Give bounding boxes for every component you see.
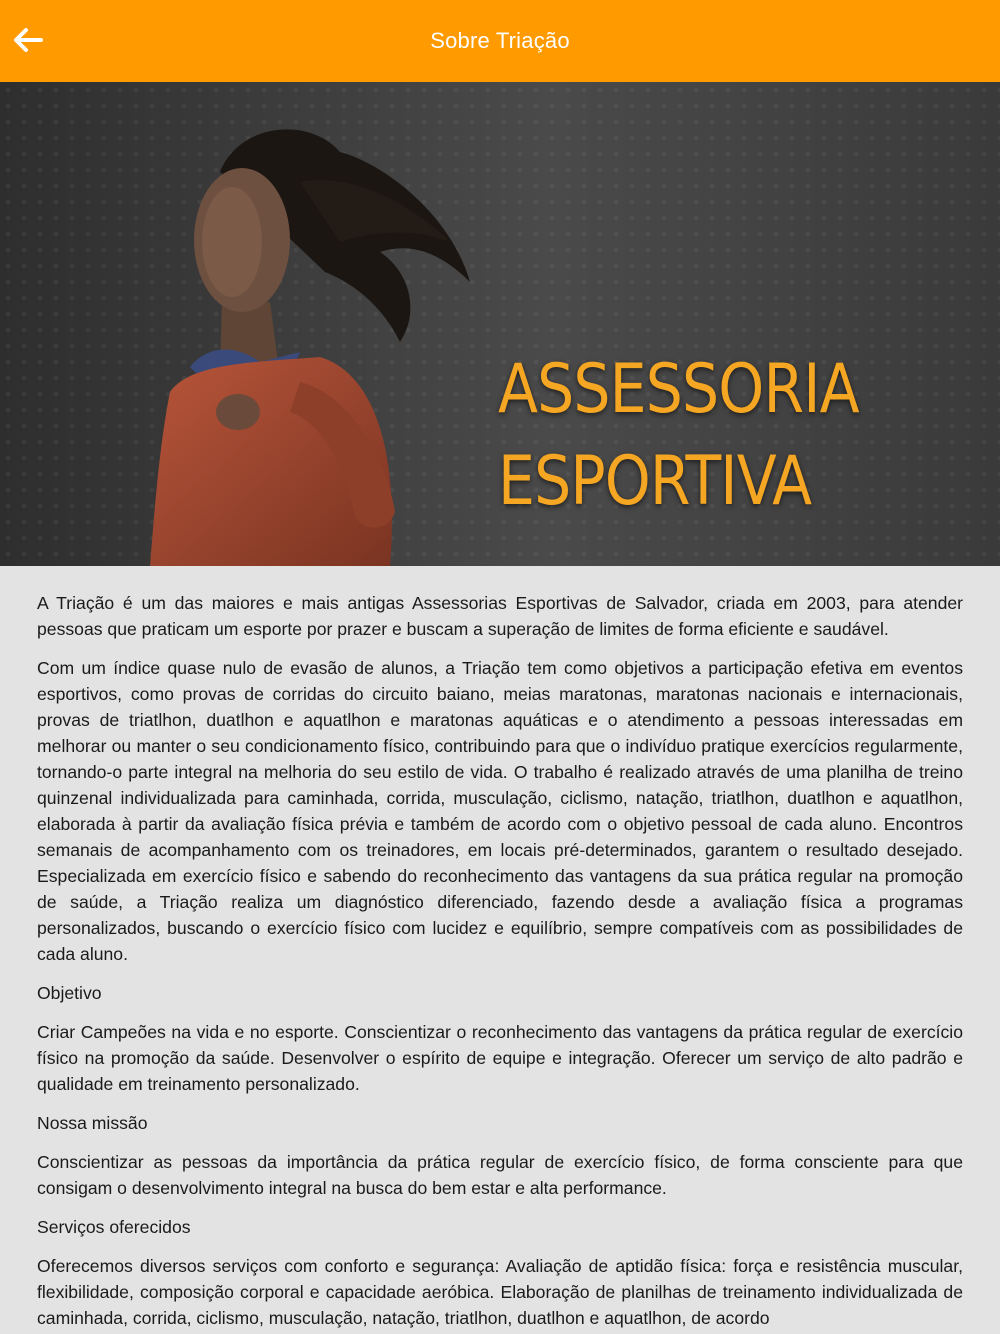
hero-line-1: ASSESSORIA (498, 350, 859, 429)
intro-paragraph: A Triação é um das maiores e mais antigas Assessorias Esportivas de Salvador, criada em 2003, para atender pessoas que praticam um esporte por prazer e buscam a superação de limites de forma eficiente e saudável. (37, 593, 963, 639)
mission-heading: Nossa missão (37, 1113, 148, 1133)
runner-image (150, 122, 490, 566)
about-paragraph: Com um índice quase nulo de evasão de alunos, a Triação tem como objetivos a participação efetiva em eventos esportivos, como provas de corridas do circuito baiano, meias maratonas, maratonas nacionais e internacionais, provas de triatlhon, duatlhon e aquatlhon e maratonas aquáticas e o atendimento a pessoas interessadas em melhorar ou manter o seu condicionamento físico, contribuindo para que o indivíduo pratique exercícios regularmente, tornando-o parte integral na melhoria do seu estilo de vida. O trabalho é realizado através de uma planilha de treino quinzenal individualizada para caminhada, corrida, musculação, ciclismo, natação, triatlhon, duatlhon e aquatlhon, elaborada à partir da avaliação física prévia e também de acordo com o objetivo pessoal de cada aluno. Encontros semanais de acompanhamento com os treinadores, em locais pré-determinados, garantem o resultado desejado. Especializada em exercício físico e sabendo do reconhecimento das vantagens da sua prática regular na promoção de saúde, a Triação realiza um diagnóstico diferenciado, fazendo desde a avaliação física a programas personalizados, buscando o exercício físico com lucidez e equilíbrio, sempre compatíveis com as possibilidades de cada aluno. (37, 658, 963, 964)
app-header (0, 0, 1000, 82)
back-button[interactable] (8, 20, 48, 60)
page-title: Sobre Triação (430, 28, 570, 53)
services-heading: Serviços oferecidos (37, 1217, 191, 1237)
hero-line-2: ESPORTIVA (498, 442, 812, 521)
hero-headline (498, 344, 859, 528)
mission-paragraph: Conscientizar as pessoas da importância da prática regular de exercício físico, de forma consciente para que consigam o desenvolvimento integral na busca do bem estar e alta performance. (37, 1152, 963, 1198)
arrow-left-icon (13, 28, 43, 52)
objective-paragraph: Criar Campeões na vida e no esporte. Conscientizar o reconhecimento das vantagens da prática regular de exercício físico na promoção da saúde. Desenvolver o espírito de equipe e integração. Oferecer um serviço de alto padrão e qualidade em treinamento personalizado. (37, 1022, 963, 1094)
about-content (0, 566, 1000, 1331)
objective-heading: Objetivo (37, 983, 102, 1003)
services-paragraph: Oferecemos diversos serviços com conforto e segurança: Avaliação de aptidão física: força e resistência muscular, flexibilidade, composição corporal e capacidade aeróbica. Elaboração de planilhas de treinamento individualizada de caminhada, corrida, ciclismo, musculação, natação, triatlhon, duatlhon e aquatlhon, de acordo (37, 1256, 963, 1328)
hero-banner (0, 82, 1000, 566)
